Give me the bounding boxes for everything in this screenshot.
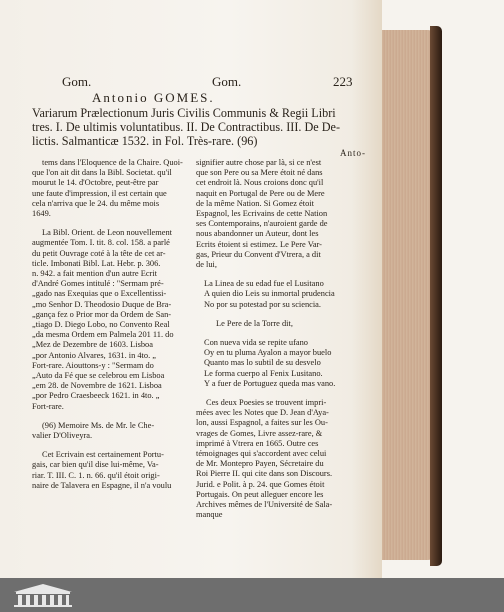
text-line: naire de Talavera en Espagne, il n'a voulu — [32, 480, 172, 490]
text-line: vrages de Gomes, Livre assez-rare, & — [196, 428, 323, 438]
text-line: La Linea de su edad fue el Lusitano — [204, 279, 324, 289]
text-line: tems dans l'Eloquence de la Chaire. Quoi- — [42, 158, 183, 167]
text-line: Fort-rare. — [32, 401, 64, 411]
text-line: Le forma cuerpo al Fenix Lusitano. — [204, 368, 323, 378]
library-building-icon — [10, 582, 76, 608]
left-paragraph — [32, 158, 182, 219]
text-line: Y a fuer de Portuguez queda mas vano. — [204, 378, 336, 388]
text-line: Cet Ecrivain est certainement Portu- — [42, 450, 164, 460]
running-head-center: Gom. — [212, 74, 242, 89]
text-line: Roi Pierre II. qui cite dans son Discours. — [196, 469, 333, 479]
text-line: valier D'Oliveyra. — [32, 431, 93, 441]
text-line: nous abandonner un Auteur, dont les — [196, 229, 319, 239]
text-line: Espagnol, les Ecrivains de cette Nation — [196, 209, 328, 219]
entry-subtitle-line-1: Variarum Prælectionum Juris Civilis Communis & Regii Libri — [32, 106, 336, 120]
running-head-left: Gom. — [62, 74, 92, 89]
verse-intro: Le Pere de la Torre dit, — [216, 318, 293, 328]
text-line: une faute d'impression, il est certain que — [32, 188, 167, 198]
text-line: A quien dio Leis su inmortal prudencia — [204, 289, 335, 299]
text-line: La Bibl. Orient. de Leon nouvellement — [42, 228, 173, 238]
text-line: gais, car bien qu'il dise lui-même, Va- — [32, 460, 159, 470]
text-line: ticle. Imbonati Bibl. Lat. Hebr. p. 306. — [32, 258, 161, 268]
text-line: signifier autre chose par là, si ce n'est — [196, 158, 322, 167]
text-line: Ces deux Poesies se trouvent impri- — [206, 398, 327, 408]
verse-stanza — [196, 279, 346, 310]
text-line: Archives mêmes de l'Université de Sala- — [196, 500, 333, 510]
text-line: de lui, — [196, 260, 217, 270]
text-line: Jurid. e Polit. à p. 24. que Gomes étoit — [196, 479, 325, 489]
right-paragraph — [196, 398, 346, 520]
text-line: mourut le 14. d'Octobre, peut-être par — [32, 178, 159, 188]
text-line: manque — [196, 510, 223, 520]
text-line: „mo Senhor D. Theodosio Duque de Bra- — [32, 299, 172, 309]
text-line: imprimé à Vtrera en 1665. Outre ces — [196, 438, 319, 448]
left-paragraph — [32, 228, 182, 412]
entry-subtitle-line-2: tres. I. De ultimis voluntatibus. II. De Contractibus. III. De De- — [32, 120, 341, 134]
entry-subtitle-line-3: lictis. Salmanticæ 1532. in Fol. Très-rare. (96) — [32, 134, 258, 148]
text-line: Ecrits étoient si estimez. Le Pere Var- — [196, 239, 322, 249]
text-line: lon, aussi Espagnol, a faites sur les Ou- — [196, 418, 328, 428]
book-binding — [430, 26, 442, 566]
text-line: d'André Gomes intitulé : "Sermam pré- — [32, 279, 164, 289]
text-line: „em 28. de Novembre de 1621. Lisboa — [32, 381, 162, 391]
text-line: que l'on ait dit dans la Bibl. Societat. qu'il — [32, 168, 172, 178]
text-line: n. 942. a fait mention d'un autre Ecrit — [32, 269, 158, 279]
text-line: augmentée Tom. I. tit. 8. col. 158. a parlé — [32, 238, 170, 248]
page-fore-edge — [382, 30, 434, 560]
text-line: ses Contemporains, n'auroient garde de — [196, 219, 328, 229]
page-number: 223 — [333, 74, 353, 89]
text-line: Quanto mas lo subtil de su desvelo — [204, 358, 321, 368]
catchword: Anto- — [340, 148, 366, 158]
viewer-footer — [0, 578, 504, 612]
text-line: Fort-rare. Aiouttons-y : "Sermam do — [32, 360, 154, 370]
text-line: témoignages qui s'accordent avec celui — [196, 449, 327, 459]
text-line: Oy en tu pluma Ayalon a mayor buelo — [204, 348, 332, 358]
text-line: Portugais. On peut alleguer encore les — [196, 489, 324, 499]
text-line: „gado nas Exequias que o Excellentissi- — [32, 289, 167, 299]
left-column — [32, 158, 182, 500]
left-paragraph — [32, 421, 182, 441]
text-line: Con nueva vida se repite ufano — [204, 338, 308, 348]
text-line: de Mr. Montepro Payen, Sécretaire du — [196, 459, 324, 469]
text-line: naquit en Portugal de Pere ou de Mere — [196, 188, 325, 198]
text-line: 1649. — [32, 209, 51, 219]
text-line: cet endroit là. Nous croions donc qu'il — [196, 178, 324, 188]
text-line: „tiago D. Diego Lobo, no Convento Real — [32, 320, 170, 330]
text-line: (96) Memoire Ms. de Mr. le Che- — [42, 420, 155, 430]
text-line: „por Antonio Alvares, 1631. in 4to. „ — [32, 350, 156, 360]
text-line: „por Pedro Craesbeeck 1621. in 4to. „ — [32, 391, 160, 401]
text-line: du petit Ouvrage coté à la tête de cet ar- — [32, 248, 166, 258]
text-line: gas, Prieur du Convent d'Vtrera, a dit — [196, 249, 321, 259]
left-paragraph — [32, 450, 182, 491]
text-line: No por su potestad por su sciencia. — [204, 299, 321, 309]
text-line: „da mesma Ordem em Palmela 201 11. do — [32, 330, 174, 340]
text-line: que son Pere ou sa Mere étoit né dans — [196, 168, 323, 178]
text-line: „Mez de Dezembre de 1603. Lisboa — [32, 340, 153, 350]
verse-stanza — [196, 338, 346, 389]
text-line: „Auto da Fé que se celebrou em Lisboa — [32, 371, 165, 381]
entry-author: Antonio GOMES. — [92, 90, 215, 105]
text-line: de la même Nation. Si Gomez étoit — [196, 198, 314, 208]
text-line: mées avec les Notes que D. Jean d'Aya- — [196, 408, 329, 418]
text-line: cela n'arriva que le 24. du même mois — [32, 198, 160, 208]
right-paragraph — [196, 158, 346, 270]
right-column — [196, 158, 346, 530]
text-line: riar. T. III. C. 1. n. 66. qu'il étoit origi- — [32, 470, 160, 480]
text-line: „gança fez o Prior mor da Ordem de San- — [32, 309, 172, 319]
